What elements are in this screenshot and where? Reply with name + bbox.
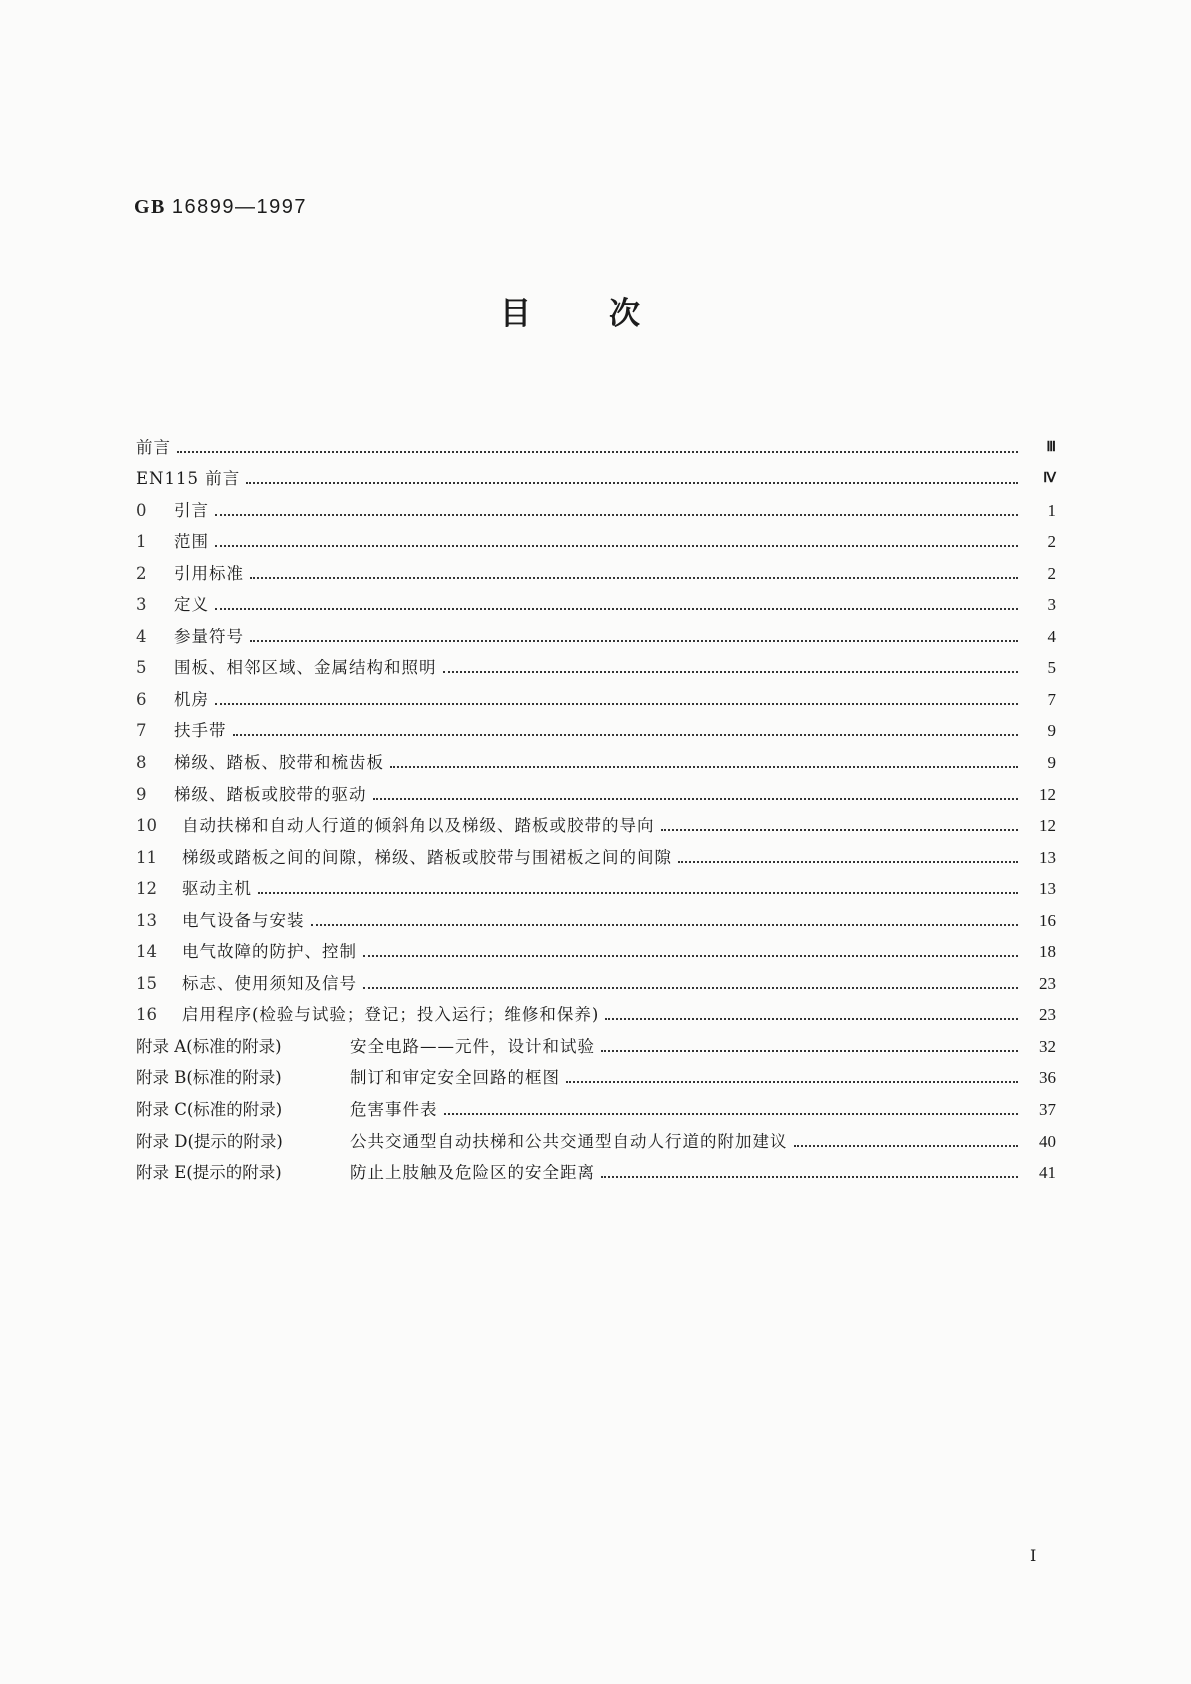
dot-leader — [444, 1113, 1019, 1115]
toc-entry-title: 参量符号 — [174, 626, 244, 646]
toc-entry[interactable] — [136, 647, 1056, 679]
dot-leader — [258, 892, 1018, 894]
toc-entry-number: 12 — [136, 879, 157, 899]
toc-entry-appendix: 附录 A(标准的附录) — [136, 1036, 282, 1056]
toc-entry-page: 23 — [1039, 973, 1056, 993]
toc-entry-title: 梯级或踏板之间的间隙，梯级、踏板或胶带与围裙板之间的间隙 — [182, 847, 672, 867]
toc-entry[interactable] — [136, 899, 1056, 931]
toc-entry[interactable] — [136, 426, 1056, 458]
toc-entry-title: 安全电路——元件，设计和试验 — [350, 1036, 595, 1056]
dot-leader — [177, 451, 1018, 453]
toc-entry-page: 3 — [1047, 595, 1056, 615]
toc-entry[interactable] — [136, 931, 1056, 963]
dot-leader — [311, 924, 1019, 926]
dot-leader — [566, 1081, 1018, 1083]
toc-entry[interactable] — [136, 1025, 1056, 1057]
dot-leader — [363, 987, 1018, 989]
toc-entry-title: 电气故障的防护、控制 — [182, 942, 357, 962]
dot-leader — [661, 829, 1019, 831]
dot-leader — [215, 514, 1018, 516]
toc-entry-title: 防止上肢触及危险区的安全距离 — [350, 1163, 595, 1183]
toc-entry-page: 18 — [1039, 942, 1056, 962]
toc-entry-title: 标志、使用须知及信号 — [182, 973, 357, 993]
toc-entry-number: 7 — [136, 721, 147, 741]
toc-entry[interactable] — [136, 773, 1056, 805]
toc-entry-number: 11 — [136, 847, 157, 867]
toc-entry-page: 36 — [1039, 1068, 1056, 1088]
toc-entry-number: 1 — [136, 532, 147, 552]
toc-entry[interactable] — [136, 836, 1056, 868]
dot-leader — [215, 608, 1018, 610]
dot-leader — [390, 766, 1018, 768]
toc-entry-title: 自动扶梯和自动人行道的倾斜角以及梯级、踏板或胶带的导向 — [182, 816, 655, 836]
dot-leader — [246, 482, 1018, 484]
toc-entry-page: Ⅳ — [1043, 471, 1056, 487]
dot-leader — [250, 577, 1018, 579]
table-of-contents — [136, 426, 1056, 1183]
dot-leader — [233, 734, 1019, 736]
toc-entry-appendix: 附录 D(提示的附录) — [136, 1131, 283, 1151]
toc-entry-title: 危害事件表 — [350, 1100, 438, 1120]
toc-entry[interactable] — [136, 868, 1056, 900]
toc-entry[interactable] — [136, 678, 1056, 710]
page-number: Ⅰ — [1030, 1546, 1037, 1565]
toc-entry-number: 14 — [136, 942, 157, 962]
toc-entry[interactable] — [136, 710, 1056, 742]
dot-leader — [601, 1176, 1018, 1178]
toc-entry-page: 41 — [1039, 1163, 1056, 1183]
toc-entry-title: 驱动主机 — [182, 879, 252, 899]
toc-entry-number: 0 — [136, 500, 147, 520]
toc-entry[interactable] — [136, 994, 1056, 1026]
toc-entry-appendix: 附录 E(提示的附录) — [136, 1163, 282, 1183]
toc-entry[interactable] — [136, 489, 1056, 521]
dot-leader — [794, 1145, 1019, 1147]
toc-entry-title: 机房 — [174, 689, 209, 709]
dot-leader — [250, 640, 1018, 642]
toc-entry[interactable] — [136, 805, 1056, 837]
toc-entry-title: 梯级、踏板或胶带的驱动 — [174, 784, 367, 804]
toc-entry-number: 15 — [136, 973, 157, 993]
toc-entry-page: 1 — [1047, 500, 1056, 520]
toc-entry-page: 4 — [1047, 626, 1056, 646]
toc-entry-page: 2 — [1047, 563, 1056, 583]
toc-entry[interactable] — [136, 1088, 1056, 1120]
toc-entry-title: 电气设备与安装 — [182, 910, 305, 930]
toc-entry[interactable] — [136, 1057, 1056, 1089]
toc-entry[interactable] — [136, 521, 1056, 553]
toc-entry-page: 13 — [1039, 847, 1056, 867]
dot-leader — [678, 861, 1018, 863]
toc-entry-page: 2 — [1047, 532, 1056, 552]
toc-entry-number: 10 — [136, 816, 157, 836]
toc-entry-number: 8 — [136, 753, 147, 773]
toc-entry-title: 定义 — [174, 595, 209, 615]
title-char-2: 次 — [609, 296, 640, 332]
dot-leader — [215, 703, 1018, 705]
dot-leader — [373, 798, 1019, 800]
toc-entry-number: 9 — [136, 784, 147, 804]
toc-entry-title: 公共交通型自动扶梯和公共交通型自动人行道的附加建议 — [350, 1131, 788, 1151]
toc-entry-page: 12 — [1039, 784, 1056, 804]
dot-leader — [605, 1018, 1018, 1020]
toc-entry[interactable] — [136, 584, 1056, 616]
dot-leader — [363, 955, 1018, 957]
toc-entry-number: 4 — [136, 626, 147, 646]
page-title — [500, 288, 640, 333]
toc-entry-page: 5 — [1047, 658, 1056, 678]
toc-entry-title: 引言 — [174, 500, 209, 520]
standard-code — [134, 196, 307, 219]
toc-entry-number: 2 — [136, 563, 147, 583]
toc-entry-title: 扶手带 — [174, 721, 227, 741]
toc-entry-title: 围板、相邻区域、金属结构和照明 — [174, 658, 437, 678]
toc-entry-page: 32 — [1039, 1036, 1056, 1056]
toc-entry-page: 12 — [1039, 816, 1056, 836]
toc-entry[interactable] — [136, 1152, 1056, 1184]
toc-entry-page: 40 — [1039, 1131, 1056, 1151]
toc-entry-appendix: 附录 C(标准的附录) — [136, 1100, 283, 1120]
toc-entry-title: 制订和审定安全回路的框图 — [350, 1068, 560, 1088]
toc-entry[interactable] — [136, 962, 1056, 994]
toc-entry-title: 引用标准 — [174, 563, 244, 583]
dot-leader — [215, 545, 1018, 547]
toc-entry[interactable] — [136, 1120, 1056, 1152]
toc-entry[interactable] — [136, 552, 1056, 584]
toc-entry-number: 16 — [136, 1005, 157, 1025]
standard-number: 16899—1997 — [171, 196, 308, 218]
toc-entry-page: 13 — [1039, 879, 1056, 899]
toc-entry-page: 37 — [1039, 1100, 1056, 1120]
toc-entry-page: 16 — [1039, 910, 1056, 930]
toc-entry-page: 9 — [1047, 721, 1056, 741]
standard-prefix: GB — [134, 196, 166, 218]
toc-entry-title: 梯级、踏板、胶带和梳齿板 — [174, 753, 384, 773]
dot-leader — [601, 1050, 1018, 1052]
toc-entry[interactable] — [136, 615, 1056, 647]
toc-entry-appendix: 附录 B(标准的附录) — [136, 1068, 282, 1088]
toc-entry-number: 3 — [136, 595, 147, 615]
toc-entry-page: Ⅲ — [1046, 439, 1056, 455]
toc-entry-page: 9 — [1047, 753, 1056, 773]
toc-entry-number: 13 — [136, 910, 157, 930]
title-char-1: 目 — [500, 296, 531, 332]
toc-entry-number: 5 — [136, 658, 147, 678]
toc-entry[interactable] — [136, 741, 1056, 773]
toc-entry-title: EN115 前言 — [136, 469, 241, 489]
toc-entry-title: 范围 — [174, 532, 209, 552]
toc-entry-number: 6 — [136, 689, 147, 709]
dot-leader — [443, 671, 1019, 673]
toc-entry-page: 23 — [1039, 1005, 1056, 1025]
toc-entry-page: 7 — [1047, 689, 1056, 709]
toc-entry-title: 前言 — [136, 437, 171, 457]
toc-entry-title: 启用程序(检验与试验；登记；投入运行；维修和保养) — [182, 1005, 600, 1025]
toc-entry[interactable] — [136, 458, 1056, 490]
